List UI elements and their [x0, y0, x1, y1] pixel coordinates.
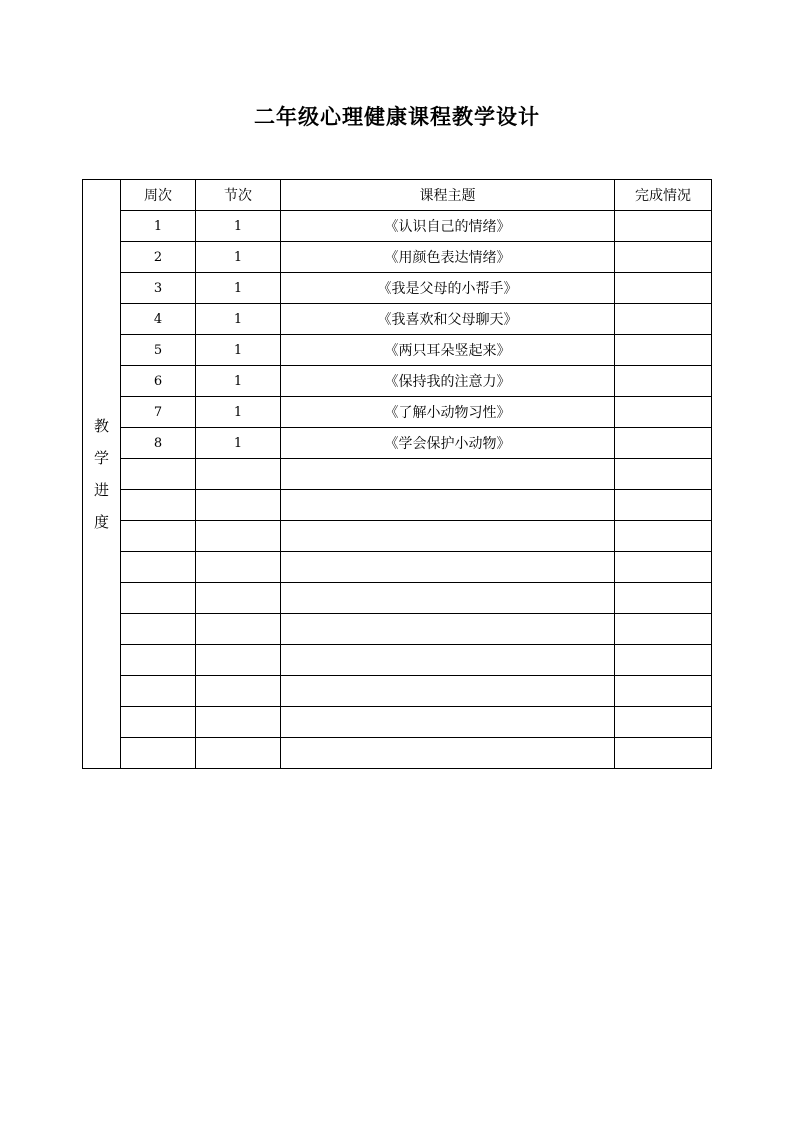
column-header-topic: 课程主题 [281, 180, 615, 211]
week-cell [121, 552, 196, 583]
week-cell: 8 [121, 428, 196, 459]
status-cell [615, 490, 712, 521]
session-cell: 1 [196, 428, 281, 459]
topic-cell [281, 707, 615, 738]
column-header-status: 完成情况 [615, 180, 712, 211]
status-cell [615, 273, 712, 304]
table-row [83, 645, 712, 676]
table-row [83, 583, 712, 614]
side-label-char: 度 [93, 513, 109, 531]
table-row [83, 552, 712, 583]
table-row [83, 273, 712, 304]
side-label-char: 教 [93, 417, 109, 435]
table-row [83, 459, 712, 490]
topic-cell [281, 552, 615, 583]
topic-cell [281, 521, 615, 552]
topic-cell: 《两只耳朵竖起来》 [281, 335, 615, 366]
page-title: 二年级心理健康课程教学设计 [254, 104, 540, 129]
status-cell [615, 707, 712, 738]
topic-cell [281, 490, 615, 521]
session-cell: 1 [196, 211, 281, 242]
week-cell [121, 583, 196, 614]
topic-cell: 《我是父母的小帮手》 [281, 273, 615, 304]
week-cell [121, 490, 196, 521]
topic-cell [281, 459, 615, 490]
session-cell: 1 [196, 242, 281, 273]
session-cell [196, 738, 281, 769]
week-cell [121, 521, 196, 552]
session-cell [196, 707, 281, 738]
table-row [83, 707, 712, 738]
topic-cell [281, 738, 615, 769]
table-row [83, 614, 712, 645]
status-cell [615, 366, 712, 397]
topic-cell: 《学会保护小动物》 [281, 428, 615, 459]
table-row [83, 335, 712, 366]
session-cell [196, 645, 281, 676]
table-row [83, 428, 712, 459]
table-row [83, 521, 712, 552]
status-cell [615, 242, 712, 273]
session-cell [196, 676, 281, 707]
side-label-char: 进 [93, 481, 109, 499]
teaching-schedule-table [82, 179, 712, 769]
status-cell [615, 428, 712, 459]
session-cell [196, 490, 281, 521]
week-cell: 6 [121, 366, 196, 397]
table-row [83, 242, 712, 273]
topic-cell [281, 614, 615, 645]
session-cell: 1 [196, 304, 281, 335]
status-cell [615, 552, 712, 583]
topic-cell: 《保持我的注意力》 [281, 366, 615, 397]
week-cell: 5 [121, 335, 196, 366]
side-label-teaching-progress [83, 180, 121, 769]
status-cell [615, 335, 712, 366]
status-cell [615, 521, 712, 552]
status-cell [615, 459, 712, 490]
session-cell [196, 583, 281, 614]
week-cell: 1 [121, 211, 196, 242]
status-cell [615, 583, 712, 614]
topic-cell: 《了解小动物习性》 [281, 397, 615, 428]
table-row [83, 211, 712, 242]
session-cell: 1 [196, 335, 281, 366]
status-cell [615, 614, 712, 645]
session-cell: 1 [196, 397, 281, 428]
status-cell [615, 304, 712, 335]
topic-cell [281, 645, 615, 676]
week-cell [121, 738, 196, 769]
status-cell [615, 645, 712, 676]
topic-cell: 《用颜色表达情绪》 [281, 242, 615, 273]
week-cell: 7 [121, 397, 196, 428]
table-row [83, 490, 712, 521]
table-row [83, 304, 712, 335]
week-cell: 4 [121, 304, 196, 335]
week-cell [121, 459, 196, 490]
week-cell: 2 [121, 242, 196, 273]
week-cell [121, 707, 196, 738]
status-cell [615, 397, 712, 428]
status-cell [615, 738, 712, 769]
week-cell: 3 [121, 273, 196, 304]
table-row [83, 366, 712, 397]
column-header-week: 周次 [121, 180, 196, 211]
week-cell [121, 645, 196, 676]
status-cell [615, 676, 712, 707]
week-cell [121, 676, 196, 707]
session-cell [196, 614, 281, 645]
session-cell [196, 521, 281, 552]
session-cell: 1 [196, 273, 281, 304]
session-cell: 1 [196, 366, 281, 397]
topic-cell [281, 583, 615, 614]
week-cell [121, 614, 196, 645]
header-row [83, 180, 712, 211]
side-label-char: 学 [93, 449, 109, 467]
session-cell [196, 459, 281, 490]
topic-cell [281, 676, 615, 707]
status-cell [615, 211, 712, 242]
table-row [83, 676, 712, 707]
topic-cell: 《我喜欢和父母聊天》 [281, 304, 615, 335]
column-header-session: 节次 [196, 180, 281, 211]
table-row [83, 738, 712, 769]
topic-cell: 《认识自己的情绪》 [281, 211, 615, 242]
session-cell [196, 552, 281, 583]
table-row [83, 397, 712, 428]
